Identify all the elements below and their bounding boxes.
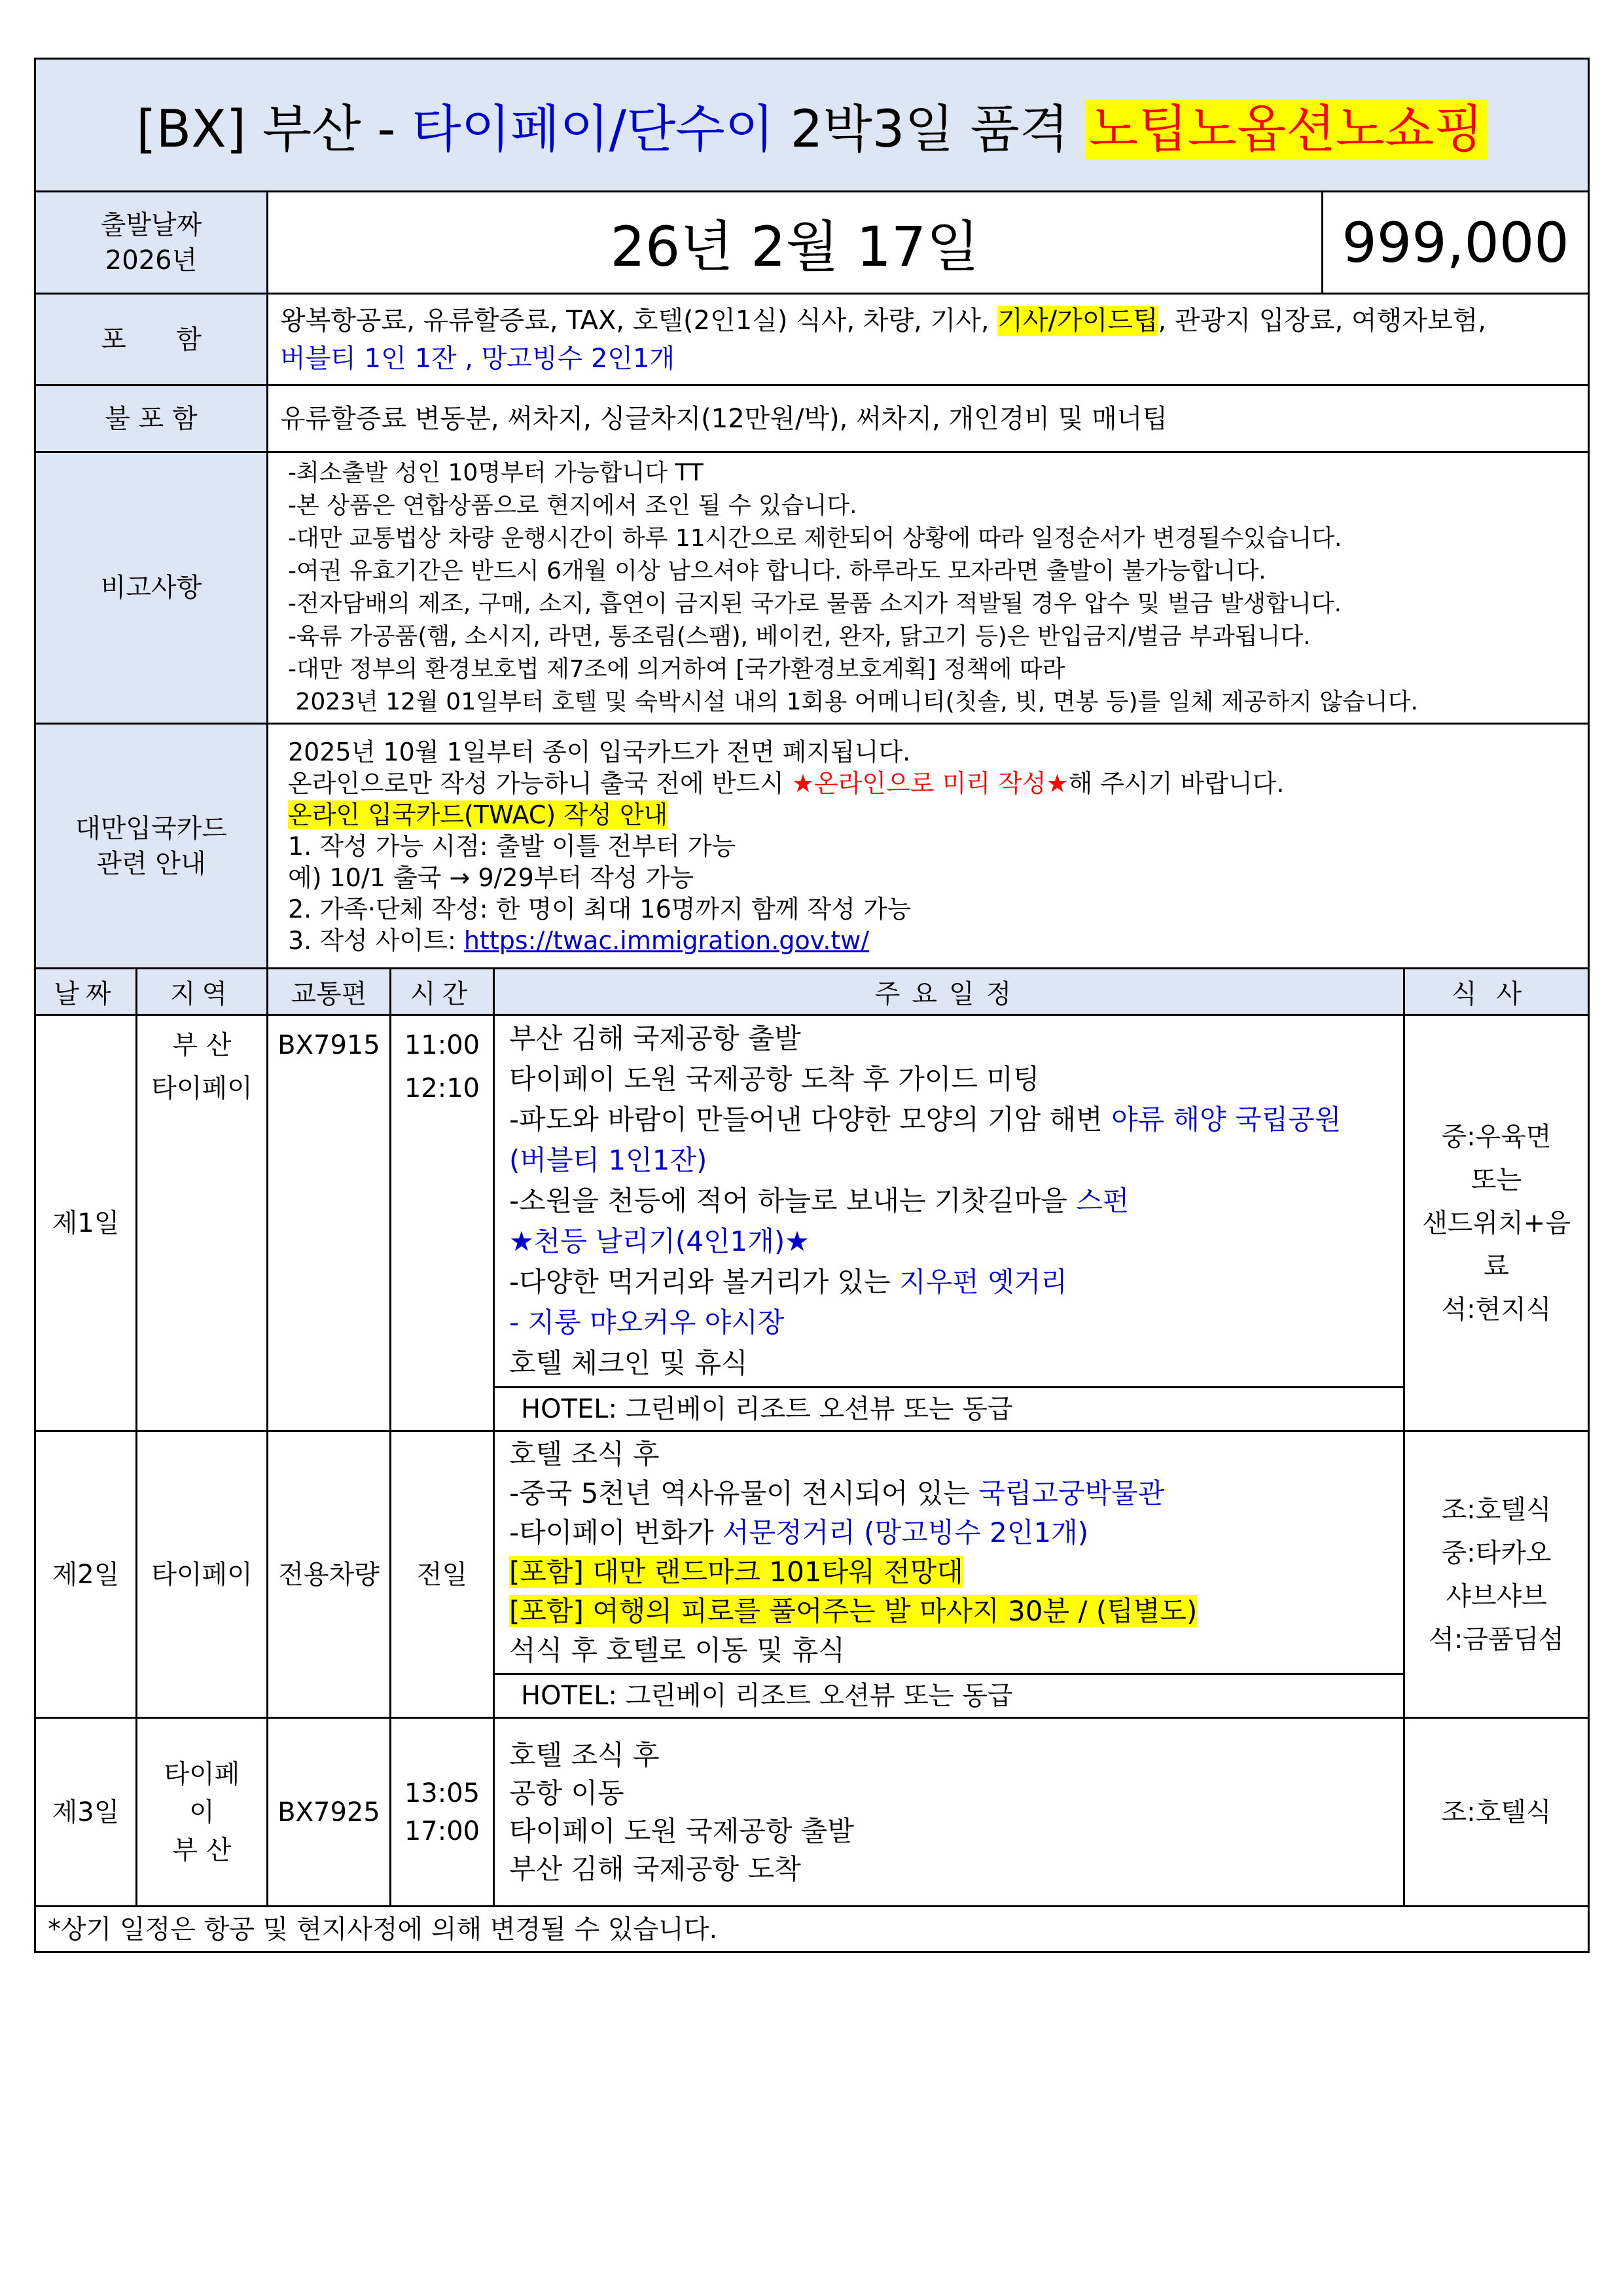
meal-line: 조:호텔식 — [1441, 1797, 1552, 1827]
region-line: 이 — [189, 1797, 215, 1827]
schedule-line: 부산 김해 국제공항 도착 — [509, 1852, 801, 1885]
footer-note: *상기 일정은 항공 및 현지사정에 의해 변경될 수 있습니다. — [35, 1907, 1589, 1952]
schedule-line — [509, 1181, 1389, 1221]
meal-line: 조:호텔식 — [1441, 1494, 1552, 1525]
document-title — [35, 59, 1589, 192]
remark-line: -대만 정부의 환경보호법 제7조에 의거하여 [국가환경보호계획] 정책에 따라 — [288, 656, 1065, 683]
remark-line: -전자담배의 제조, 구매, 소지, 흡연이 금지된 국가로 물품 소지가 적발될 경우 압수 및 벌금 발생합니다. — [288, 590, 1342, 617]
title-prefix: [BX] 부산 - — [136, 100, 412, 159]
schedule-line: ★천등 날리기(4인1개)★ — [509, 1225, 810, 1257]
header-transport: 교통편 — [268, 969, 391, 1015]
entry-card-online-notice: ★온라인으로 미리 작성★ — [791, 768, 1069, 798]
meal-line: 중:타카오 — [1441, 1537, 1552, 1568]
schedule-line — [509, 1592, 1389, 1631]
entry-card-line2-a: 온라인으로만 작성 가능하니 출국 전에 반드시 — [288, 768, 792, 798]
time-line: 13:05 — [404, 1778, 480, 1808]
header-region: 지역 — [137, 969, 268, 1015]
included-item: [포함] 대만 랜드마크 101타워 전망대 — [509, 1556, 963, 1588]
remarks-label: 비고사항 — [35, 452, 268, 724]
departure-date: 26년 2월 17일 — [268, 192, 1323, 294]
schedule-line: 호텔 조식 후 — [509, 1438, 660, 1470]
schedule-line — [509, 1474, 1389, 1513]
meal-line: 샤브샤브 — [1446, 1581, 1547, 1611]
hotel-info: HOTEL: 그린베이 리조트 오션뷰 또는 동급 — [495, 1673, 1403, 1717]
includes-text — [268, 294, 1589, 386]
meal-line: 료 — [1484, 1251, 1509, 1282]
day-region: 타이페이 — [137, 1431, 268, 1718]
region-line: 부 산 — [172, 1835, 232, 1865]
meal-line: 석:현지식 — [1441, 1294, 1552, 1325]
schedule-highlight: 지우펀 옛거리 — [899, 1266, 1067, 1298]
price: 999,000 — [1323, 192, 1589, 294]
schedule-line: 호텔 체크인 및 휴식 — [509, 1347, 748, 1379]
transport-type: 전용차량 — [268, 1431, 391, 1718]
day-meal — [1404, 1718, 1589, 1907]
meal-line: 석:금품딤섬 — [1429, 1624, 1564, 1655]
itinerary-table — [34, 58, 1590, 1953]
entry-card-line2-b: 해 주시기 바랍니다. — [1068, 768, 1285, 798]
schedule-text: -소원을 천등에 적어 하늘로 보내는 기찻길마을 — [509, 1185, 1077, 1217]
entry-card-line: 2025년 10월 1일부터 종이 입국카드가 전면 폐지됩니다. — [288, 737, 911, 766]
entry-card-guide-heading: 온라인 입국카드(TWAC) 작성 안내 — [288, 800, 668, 829]
schedule-text: -다양한 먹거리와 볼거리가 있는 — [509, 1266, 899, 1298]
header-time: 시간 — [391, 969, 494, 1015]
time-line: 12:10 — [404, 1073, 480, 1103]
schedule-text: -파도와 바람이 만들어낸 다양한 모양의 기암 해변 — [509, 1103, 1112, 1136]
title-no-tip-tag: 노팁노옵션노쇼핑 — [1085, 100, 1488, 159]
remark-line: -본 상품은 연합상품으로 현지에서 조인 될 수 있습니다. — [288, 492, 857, 519]
remark-line: -여권 유효기간은 반드시 6개월 이상 남으셔야 합니다. 하루라도 모자라면 출발이 불가능합니다. — [288, 558, 1266, 584]
includes-highlight: 기사/가이드팁 — [997, 305, 1158, 336]
remarks-list — [268, 452, 1589, 724]
time-line: 17:00 — [404, 1816, 480, 1846]
entry-card-info — [268, 724, 1589, 969]
entry-card-line — [288, 925, 1568, 956]
schedule-line: 부산 김해 국제공항 출발 — [509, 1022, 801, 1054]
meal-line: 샌드위치+음 — [1422, 1208, 1571, 1238]
region-line: 타이페 — [164, 1759, 240, 1789]
schedule-highlight: 스펀 — [1076, 1185, 1130, 1217]
departure-label-line2: 2026년 — [105, 245, 198, 276]
schedule-line: 타이페이 도원 국제공항 도착 후 가이드 미팅 — [509, 1063, 1040, 1095]
day-time: 전일 — [391, 1431, 494, 1718]
includes-bonus: 버블티 1인 1잔 , 망고빙수 2인1개 — [280, 343, 675, 374]
flight-number: BX7915 — [268, 1015, 391, 1431]
departure-label-line1: 출발날짜 — [100, 209, 202, 240]
day-label: 제1일 — [35, 1015, 137, 1431]
region-line: 타이페이 — [151, 1073, 253, 1103]
day-row — [35, 1015, 1589, 1431]
departure-label — [35, 192, 268, 294]
schedule-line: 타이페이 도원 국제공항 출발 — [509, 1814, 854, 1847]
region-line: 부 산 — [172, 1030, 232, 1060]
day-row — [35, 1431, 1589, 1718]
day-meal — [1404, 1431, 1589, 1718]
remark-line: 2023년 12월 01일부터 호텔 및 숙박시설 내의 1회용 어메니티(칫솔, 빗, 면봉 등)를 일체 제공하지 않습니다. — [288, 689, 1418, 715]
schedule-line: 호텔 조식 후 — [509, 1738, 660, 1771]
schedule-text: -타이페이 번화가 — [509, 1516, 722, 1549]
hotel-info: HOTEL: 그린베이 리조트 오션뷰 또는 동급 — [495, 1386, 1403, 1430]
schedule-line — [509, 1100, 1389, 1140]
meal-line: 또는 — [1471, 1164, 1522, 1195]
schedule-line — [509, 1262, 1389, 1302]
excludes-text: 유류할증료 변동분, 써차지, 싱글차지(12만원/박), 써차지, 개인경비 및 매너팁 — [268, 386, 1589, 452]
schedule-highlight: 국립고궁박물관 — [978, 1477, 1165, 1509]
schedule-highlight: 서문정거리 (망고빙수 2인1개) — [722, 1516, 1089, 1549]
includes-label: 포 함 — [35, 294, 268, 386]
title-duration: 2박3일 품격 — [774, 100, 1086, 159]
entry-card-site-label: 3. 작성 사이트: — [288, 925, 464, 955]
schedule-text: -중국 5천년 역사유물이 전시되어 있는 — [509, 1477, 979, 1509]
schedule-line: 석식 후 호텔로 이동 및 휴식 — [509, 1634, 846, 1666]
meal-line: 중:우육면 — [1441, 1121, 1552, 1152]
day-schedule — [494, 1431, 1404, 1718]
itinerary-document — [34, 58, 1588, 1953]
twac-site-link[interactable]: https://twac.immigration.gov.tw/ — [463, 925, 870, 955]
entry-card-line: 1. 작성 가능 시점: 출발 이틀 전부터 가능 — [288, 831, 736, 861]
day-region — [137, 1718, 268, 1907]
entry-card-label — [35, 724, 268, 969]
day-region — [137, 1015, 268, 1431]
entry-card-line: 2. 가족·단체 작성: 한 명이 최대 16명까지 함께 작성 가능 — [288, 894, 912, 924]
excludes-label: 불 포 함 — [35, 386, 268, 452]
schedule-line: (버블티 1인1잔) — [509, 1144, 707, 1176]
included-item: [포함] 여행의 피로를 풀어주는 발 마사지 30분 / (팁별도) — [509, 1595, 1198, 1627]
schedule-highlight: 야류 해양 국립공원 — [1111, 1103, 1342, 1136]
day-schedule — [494, 1718, 1404, 1907]
schedule-header — [35, 969, 1589, 1015]
remark-line: -육류 가공품(햄, 소시지, 라면, 통조림(스팸), 베이컨, 완자, 닭고기 등)은 반입금지/벌금 부과됩니다. — [288, 623, 1311, 650]
includes-text-a: 왕복항공료, 유류할증료, TAX, 호텔(2인1실) 식사, 차량, 기사, — [280, 305, 998, 336]
header-meal: 식사 — [1404, 969, 1589, 1015]
entry-card-label-line1: 대만입국카드 — [75, 813, 227, 844]
day-row — [35, 1718, 1589, 1907]
entry-card-line — [288, 768, 1568, 799]
includes-text-b: , 관광지 입장료, 여행자보험, — [1158, 305, 1486, 336]
schedule-line: 공항 이동 — [509, 1776, 624, 1809]
day-label: 제2일 — [35, 1431, 137, 1718]
day-time — [391, 1718, 494, 1907]
day-time — [391, 1015, 494, 1431]
header-main-schedule: 주요일정 — [494, 969, 1404, 1015]
remark-line: -대만 교통법상 차량 운행시간이 하루 11시간으로 제한되어 상황에 따라 일정순서가 변경될수있습니다. — [288, 525, 1342, 552]
time-line: 11:00 — [404, 1030, 480, 1060]
schedule-line: - 지룽 먀오커우 야시장 — [509, 1306, 785, 1338]
day-label: 제3일 — [35, 1718, 137, 1907]
flight-number: BX7925 — [268, 1718, 391, 1907]
remark-line: -최소출발 성인 10명부터 가능합니다 TT — [288, 459, 704, 486]
title-destination: 타이페이/단수이 — [412, 100, 774, 159]
entry-card-label-line2: 관련 안내 — [96, 848, 206, 879]
day-schedule — [494, 1015, 1404, 1431]
schedule-line — [509, 1513, 1389, 1552]
header-date: 날짜 — [35, 969, 137, 1015]
entry-card-line: 예) 10/1 출국 → 9/29부터 작성 가능 — [288, 863, 694, 892]
schedule-line — [509, 1552, 1389, 1592]
day-meal — [1404, 1015, 1589, 1431]
